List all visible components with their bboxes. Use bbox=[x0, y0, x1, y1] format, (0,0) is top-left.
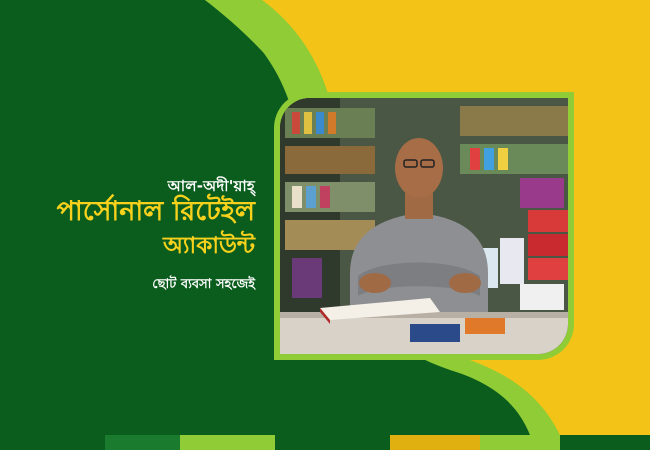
title-line-2: অ্যাকাউন্ট bbox=[162, 233, 255, 259]
stripe-segment bbox=[480, 435, 560, 450]
bottom-color-stripe bbox=[0, 435, 650, 450]
stripe-segment bbox=[105, 435, 180, 450]
title-line-1: পার্সোনাল রিটেইল bbox=[56, 196, 255, 227]
stripe-segment bbox=[0, 435, 105, 450]
stripe-segment bbox=[275, 435, 390, 450]
stripe-segment bbox=[180, 435, 275, 450]
shopkeeper-illustration bbox=[280, 98, 568, 354]
stripe-segment bbox=[390, 435, 480, 450]
tagline-text: ছোট ব্যবসা সহজেই bbox=[152, 277, 255, 292]
shop-photo bbox=[280, 98, 568, 354]
photo-frame bbox=[274, 92, 574, 360]
kicker-text: আল-অদী'য়াহ্ bbox=[167, 177, 255, 195]
stripe-segment bbox=[560, 435, 650, 450]
